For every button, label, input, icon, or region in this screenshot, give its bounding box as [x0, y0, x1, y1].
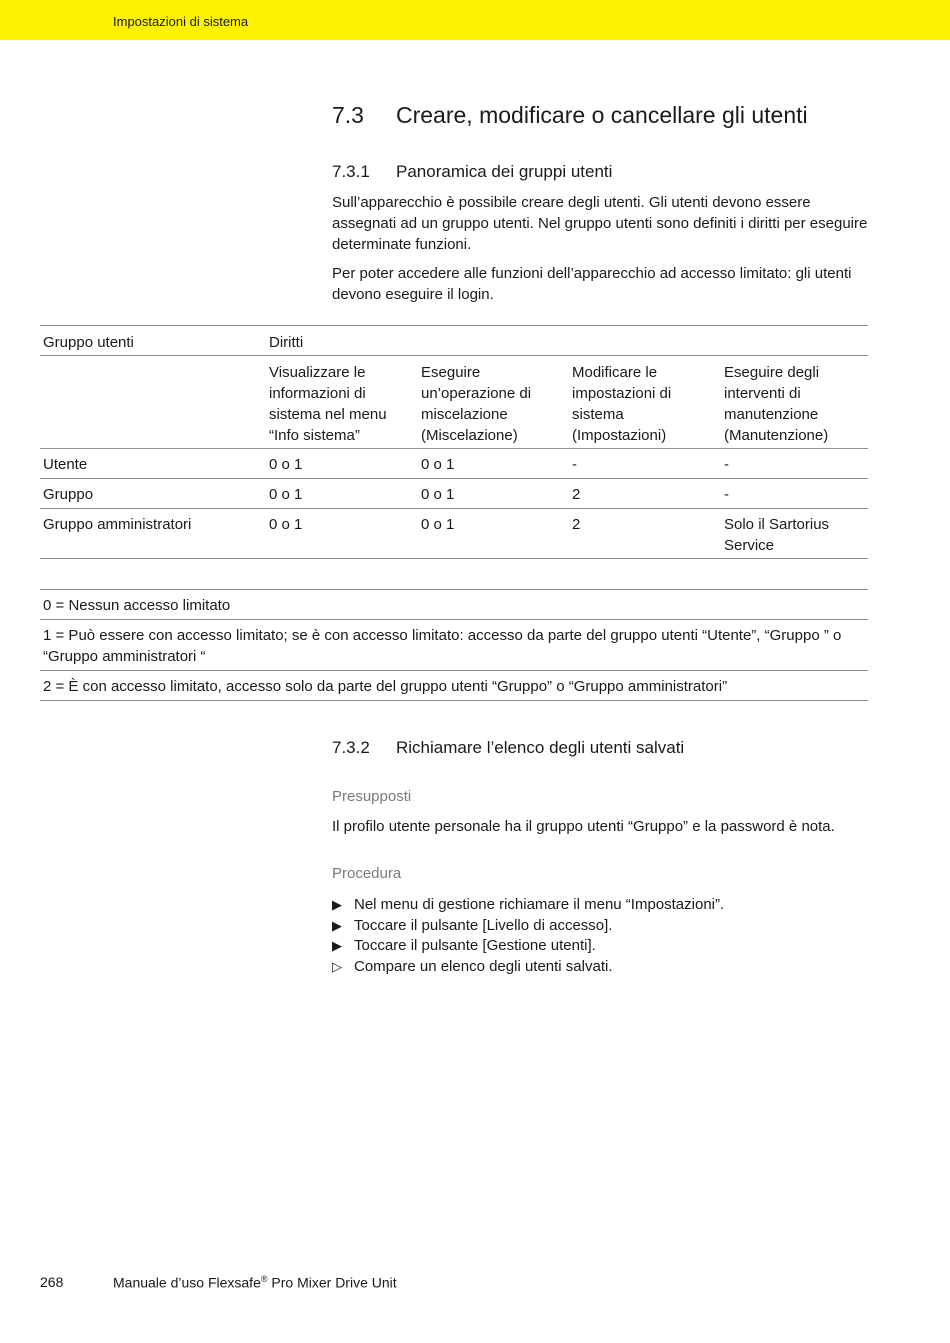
- prerequisites-label: Presupposti: [332, 788, 412, 805]
- notes-rule: [40, 670, 868, 671]
- table-subheader-info: Visualizzare le informazioni di sistema nel menu “Info sistema”: [269, 364, 387, 444]
- table-cell: Solo il Sartorius Service: [724, 516, 830, 554]
- table-cell: Utente: [43, 456, 88, 473]
- table-cell: 0 o 1: [269, 456, 303, 473]
- table-cell: 2: [572, 516, 581, 533]
- note-0-prefix: 0 =: [43, 597, 69, 614]
- table-rule-bottom: [40, 558, 868, 559]
- table-subheader-maintenance: Eseguire degli interventi di manutenzione (Manutenzione): [724, 364, 829, 444]
- note-2: 2 = È con accesso limitato, accesso solo da parte del gruppo utenti “Gruppo” o “Gruppo amministratori”: [43, 678, 728, 695]
- procedure-label: Procedura: [332, 865, 402, 882]
- table-subheader-settings: Modificare le impostazioni di sistema (Impostazioni): [572, 364, 672, 444]
- table-rule: [40, 448, 868, 449]
- note-0-bold: Nessun: [68, 597, 120, 614]
- table-cell: 0 o 1: [269, 486, 303, 503]
- table-rule-top: [40, 325, 868, 326]
- table-rule: [40, 508, 868, 509]
- notes-rule: [40, 619, 868, 620]
- footer-manual-title: [113, 1274, 397, 1291]
- footer-title-main: Manuale d’uso Flexsafe: [113, 1274, 261, 1291]
- note-0-suffix: accesso limitato: [119, 597, 231, 614]
- subsection-number-1: 7.3.1: [332, 162, 370, 181]
- procedure-step: [332, 894, 724, 915]
- table-cell: -: [724, 456, 729, 473]
- step-text: Compare un elenco degli utenti salvati.: [354, 958, 613, 975]
- table-cell: 0 o 1: [421, 486, 455, 503]
- note-1: 1 = Può essere con accesso limitato; se è con accesso limitato: accesso da parte del gruppo utenti “Utente”, “Gruppo ” o “Gruppo amministratori “: [43, 627, 842, 665]
- step-arrow-icon: ▶: [332, 918, 342, 933]
- procedure-result: [332, 956, 613, 977]
- table-rule: [40, 478, 868, 479]
- page-number: 268: [40, 1274, 64, 1290]
- table-cell: -: [572, 456, 577, 473]
- table-cell: -: [724, 486, 729, 503]
- result-arrow-icon: ▷: [332, 959, 342, 974]
- subsection-title-1: Panoramica dei gruppi utenti: [396, 162, 613, 181]
- step-text: Toccare il pulsante [Gestione utenti].: [354, 937, 596, 954]
- table-subheader-mixing: Eseguire un’operazione di miscelazione (Miscelazione): [421, 364, 532, 444]
- section-title: Creare, modificare o cancellare gli utenti: [396, 102, 808, 128]
- table-cell: 2: [572, 486, 581, 503]
- table-header-group: Gruppo utenti: [43, 334, 134, 351]
- paragraph-login: Per poter accedere alle funzioni dell’apparecchio ad accesso limitato: gli utenti devono eseguire il login.: [332, 265, 852, 303]
- procedure-step: [332, 935, 596, 956]
- paragraph-intro: Sull’apparecchio è possibile creare degli utenti. Gli utenti devono essere assegnati ad un gruppo utenti. Nel gruppo utenti sono definiti i diritti per eseguire determinate funzioni.: [332, 194, 868, 253]
- procedure-step: [332, 915, 612, 936]
- table-cell: Gruppo amministratori: [43, 516, 192, 533]
- table-cell: Gruppo: [43, 486, 94, 503]
- table-header-rights: Diritti: [269, 334, 304, 351]
- prerequisites-text: Il profilo utente personale ha il gruppo utenti “Gruppo” e la password è nota.: [332, 818, 835, 835]
- footer-title-product: Pro Mixer Drive Unit: [267, 1274, 397, 1291]
- step-arrow-icon: ▶: [332, 897, 342, 912]
- subsection-title-2: Richiamare l’elenco degli utenti salvati: [396, 738, 685, 757]
- table-rule-header: [40, 355, 868, 356]
- step-text: Toccare il pulsante [Livello di accesso].: [354, 917, 613, 934]
- table-cell: 0 o 1: [421, 456, 455, 473]
- header-section-label: Impostazioni di sistema: [113, 14, 249, 29]
- table-cell: 0 o 1: [269, 516, 303, 533]
- note-0: [43, 595, 863, 616]
- section-number: 7.3: [332, 102, 364, 128]
- step-text: Nel menu di gestione richiamare il menu “Impostazioni”.: [354, 896, 725, 913]
- registered-mark: ®: [260, 1274, 268, 1284]
- step-arrow-icon: ▶: [332, 938, 342, 953]
- table-cell: 0 o 1: [421, 516, 455, 533]
- subsection-number-2: 7.3.2: [332, 738, 370, 757]
- notes-rule: [40, 700, 868, 701]
- notes-rule: [40, 589, 868, 590]
